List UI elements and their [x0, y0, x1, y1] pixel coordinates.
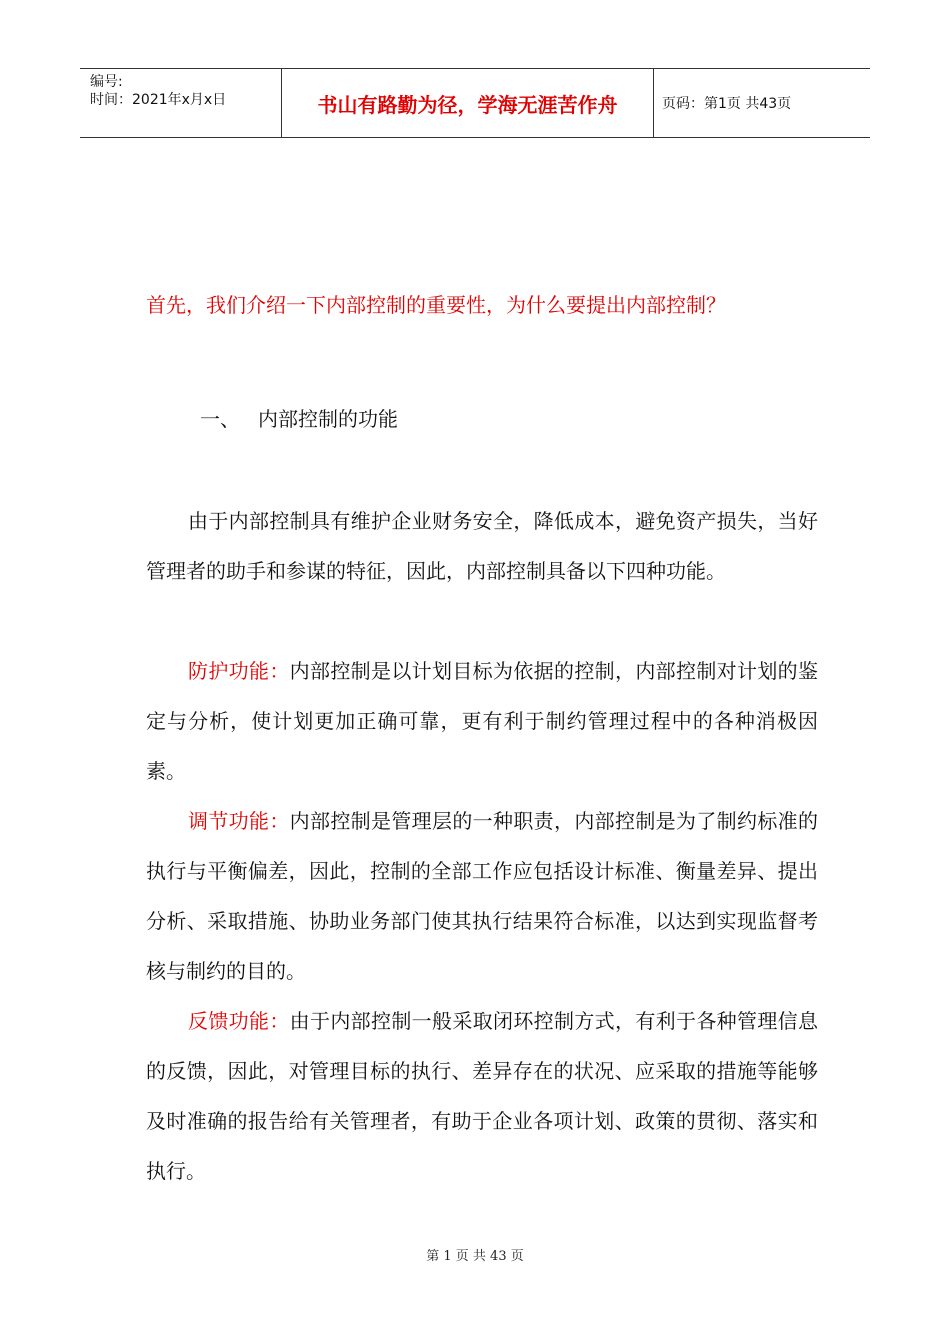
paragraph-protection — [146, 646, 818, 796]
paragraph-adjustment — [146, 796, 818, 996]
protection-text: 内部控制是以计划目标为依据的控制，内部控制对计划的鉴定与分析，使计划更加正确可靠，更有利于制约管理过程中的各种消极因素。 — [146, 659, 819, 783]
feedback-label: 反馈功能： — [188, 1009, 290, 1033]
serial-label: 编号: — [90, 74, 123, 90]
time-label: 时间：2021年x月x日 — [90, 92, 227, 108]
page-header — [80, 68, 870, 138]
intro-question: 首先，我们介绍一下内部控制的重要性，为什么要提出内部控制？ — [146, 293, 726, 317]
header-motto: 书山有路勤为径，学海无涯苦作舟 — [282, 69, 654, 137]
header-page-info: 页码：第1页 共43页 — [662, 96, 792, 112]
adjustment-text: 内部控制是管理层的一种职责，内部控制是为了制约标准的执行与平衡偏差，因此，控制的全部工作应包括设计标准、衡量差异、提出分析、采取措施、协助业务部门使其执行结果符合标准，以达到实现监督考核与制约的目的。 — [146, 809, 819, 983]
header-meta — [80, 69, 282, 137]
adjustment-label: 调节功能： — [188, 809, 290, 833]
protection-label: 防护功能： — [188, 659, 290, 683]
paragraph-intro: 由于内部控制具有维护企业财务安全，降低成本，避免资产损失，当好管理者的助手和参谋的特征，因此，内部控制具备以下四种功能。 — [146, 509, 818, 583]
feedback-text: 由于内部控制一般采取闭环控制方式，有利于各种管理信息的反馈，因此，对管理目标的执行、差异存在的状况、应采取的措施等能够及时准确的报告给有关管理者，有助于企业各项计划、政策的贯彻、落实和执行。 — [146, 1009, 819, 1183]
section-number: 一、 — [200, 407, 240, 431]
paragraph-feedback — [146, 996, 818, 1196]
section-title: 内部控制的功能 — [258, 407, 398, 431]
section-heading — [200, 404, 398, 434]
page-footer: 第 1 页 共 43 页 — [426, 1249, 524, 1264]
